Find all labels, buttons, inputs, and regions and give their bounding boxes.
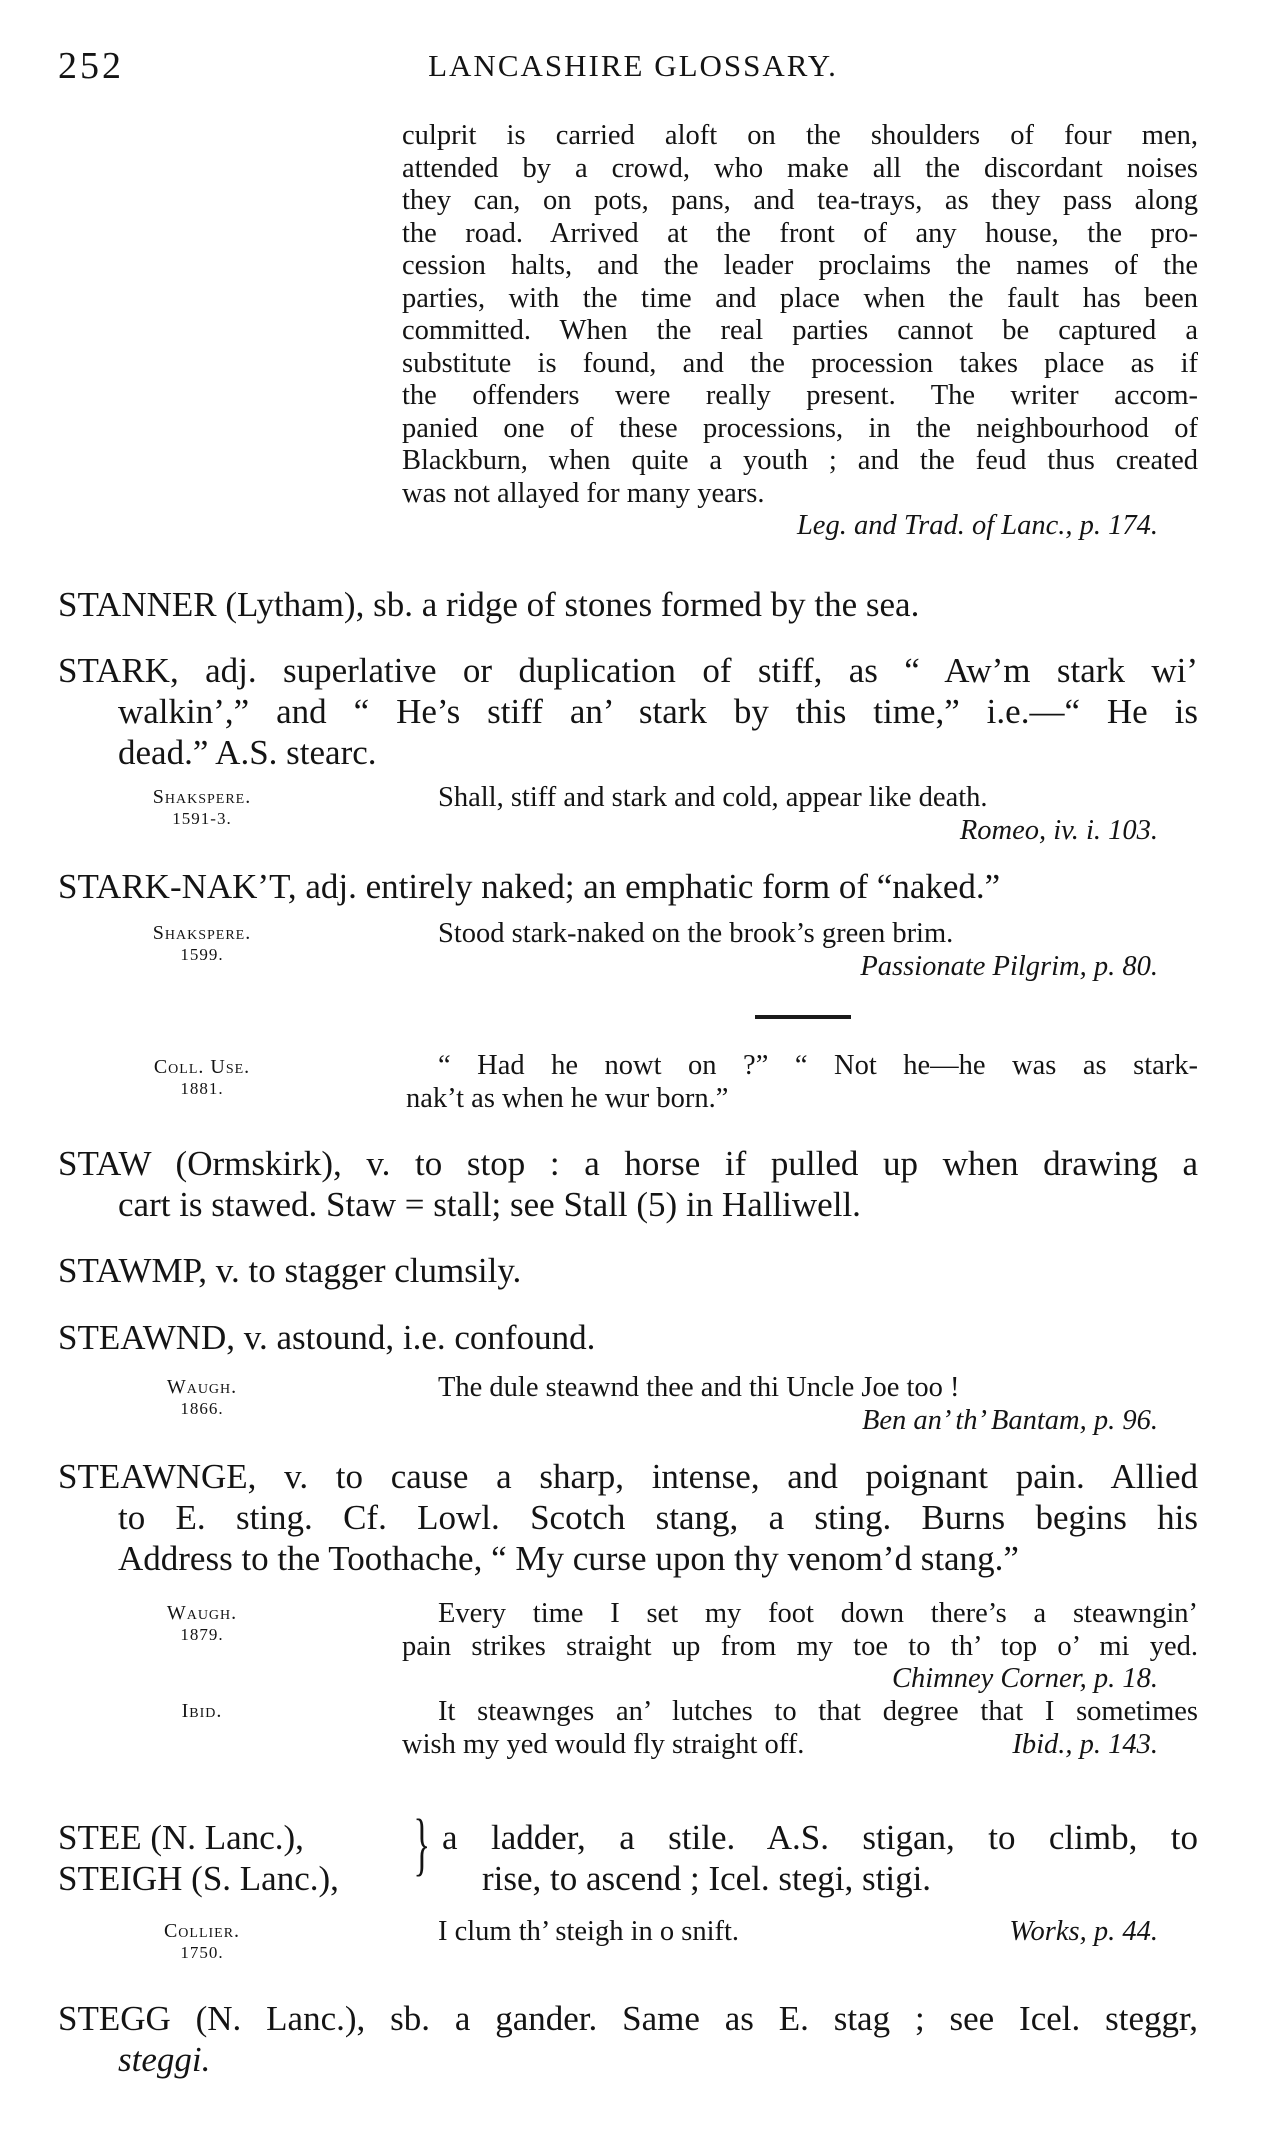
- entry-stanner: [58, 584, 1198, 625]
- quote-line: committed. When the real parties cannot be captured a: [402, 315, 1198, 346]
- entry-staw: [58, 1143, 1198, 1225]
- entry-line: steggi.: [118, 2040, 211, 2079]
- running-title: LANCASHIRE GLOSSARY.: [428, 48, 838, 83]
- brace-mark: }: [413, 1806, 431, 1883]
- citation-source: Shakspere. 1591-3.: [152, 786, 252, 828]
- entry-line: STEAWND, v. astound, i.e. confound.: [58, 1318, 596, 1357]
- quote-line: the road. Arrived at the front of any house, the pro-: [402, 217, 1198, 249]
- entry-stark: [58, 650, 1198, 773]
- quote-line: attended by a crowd, who make all the discordant noises: [402, 152, 1198, 184]
- page-number: 252: [58, 45, 124, 87]
- quote-line: substitute is found, and the procession takes place as if: [402, 347, 1198, 379]
- entry-line: dead.” A.S. stearc.: [118, 733, 377, 772]
- quote-line: was not allayed for many years.: [402, 477, 765, 509]
- quote-line: the offenders were really present. The writer accom-: [402, 380, 1198, 411]
- entry-line: Address to the Toothache, “ My curse upon thy venom’d stang.”: [118, 1539, 1019, 1578]
- page-header: [0, 44, 1266, 87]
- quote-line: culprit is carried aloft on the shoulders of four men,: [402, 120, 1198, 151]
- entry-line: cart is stawed. Staw = stall; see Stall (5) in Halliwell.: [118, 1185, 861, 1224]
- entry-steawnd: [58, 1317, 1198, 1358]
- citation-ibid: It steawnges an’ lutches to that degree that I sometimes wish my yed would fly straight off. Ibid., p. 143.: [402, 1696, 1198, 1760]
- quote-line: panied one of these processions, in the neighbourhood of: [402, 412, 1198, 444]
- entry-line: to E. sting. Cf. Lowl. Scotch stang, a sting. Burns begins his: [118, 1498, 1198, 1537]
- citation-coll-use: “ Had he nowt on ?” “ Not he—he was as stark- nak’t as when he wur born.”: [406, 1050, 1198, 1114]
- quote-reference: Leg. and Trad. of Lanc., p. 174.: [796, 510, 1158, 541]
- citation-stark: Shall, stiff and stark and cold, appear like death. Romeo, iv. i. 103.: [438, 782, 1158, 846]
- entry-steawnge: [58, 1456, 1198, 1579]
- citation-source: Waugh. 1866.: [166, 1376, 238, 1418]
- entry-line: walkin’,” and “ He’s stiff an’ stark by this time,” i.e.—“ He is: [118, 692, 1198, 731]
- citation-steawnd: The dule steawnd thee and thi Uncle Joe too ! Ben an’ th’ Bantam, p. 96.: [438, 1372, 1158, 1436]
- quote-line: cession halts, and the leader proclaims the names of the: [402, 250, 1198, 281]
- entry-line: STAW (Ormskirk), v. to stop : a horse if pulled up when drawing a: [58, 1144, 1198, 1183]
- entry-stee-headwords: STEE (N. Lanc.), STEIGH (S. Lanc.),: [58, 1818, 339, 1898]
- citation-source: Ibid.: [181, 1700, 223, 1722]
- entry-line: STEAWNGE, v. to cause a sharp, intense, and poignant pain. Allied: [58, 1457, 1198, 1496]
- separator-rule: [755, 1015, 851, 1019]
- entry-stee-definition: a ladder, a stile. A.S. stigan, to climb, to rise, to ascend ; Icel. stegi, stigi.: [442, 1818, 1198, 1898]
- citation-source: Collier. 1750.: [163, 1920, 241, 1962]
- entry-stark-nakt: [58, 866, 1198, 907]
- entry-line: STEGG (N. Lanc.), sb. a gander. Same as E. stag ; see Icel. steggr,: [58, 1999, 1198, 2038]
- quote-line: parties, with the time and place when the fault has been: [402, 282, 1198, 314]
- citation-source: Coll. Use. 1881.: [153, 1056, 251, 1098]
- citation-stark-nakt: Stood stark-naked on the brook’s green brim. Passionate Pilgrim, p. 80.: [438, 918, 1158, 982]
- entry-line: STANNER (Lytham), sb. a ridge of stones formed by the sea.: [58, 585, 920, 624]
- quote-line: they can, on pots, pans, and tea-trays, as they pass along: [402, 185, 1198, 216]
- citation-source: Shakspere. 1599.: [152, 922, 252, 964]
- citation-stee: I clum th’ steigh in o snift. Works, p. 44.: [438, 1916, 1158, 1947]
- entry-line: STARK, adj. superlative or duplication of stiff, as “ Aw’m stark wi’: [58, 651, 1198, 690]
- entry-stawmp: [58, 1250, 1198, 1291]
- entry-stegg: [58, 1998, 1198, 2080]
- opening-quotation: [402, 120, 1198, 543]
- entry-line: STARK-NAK’T, adj. entirely naked; an emphatic form of “naked.”: [58, 867, 1001, 906]
- citation-steawnge: Every time I set my foot down there’s a steawngin’ pain strikes straight up from my toe to th’ top o’ mi yed. Chimney Corner, p. 18.: [402, 1598, 1198, 1694]
- quote-line: Blackburn, when quite a youth ; and the feud thus created: [402, 445, 1198, 476]
- entry-line: STAWMP, v. to stagger clumsily.: [58, 1251, 522, 1290]
- citation-source: Waugh. 1879.: [166, 1602, 238, 1644]
